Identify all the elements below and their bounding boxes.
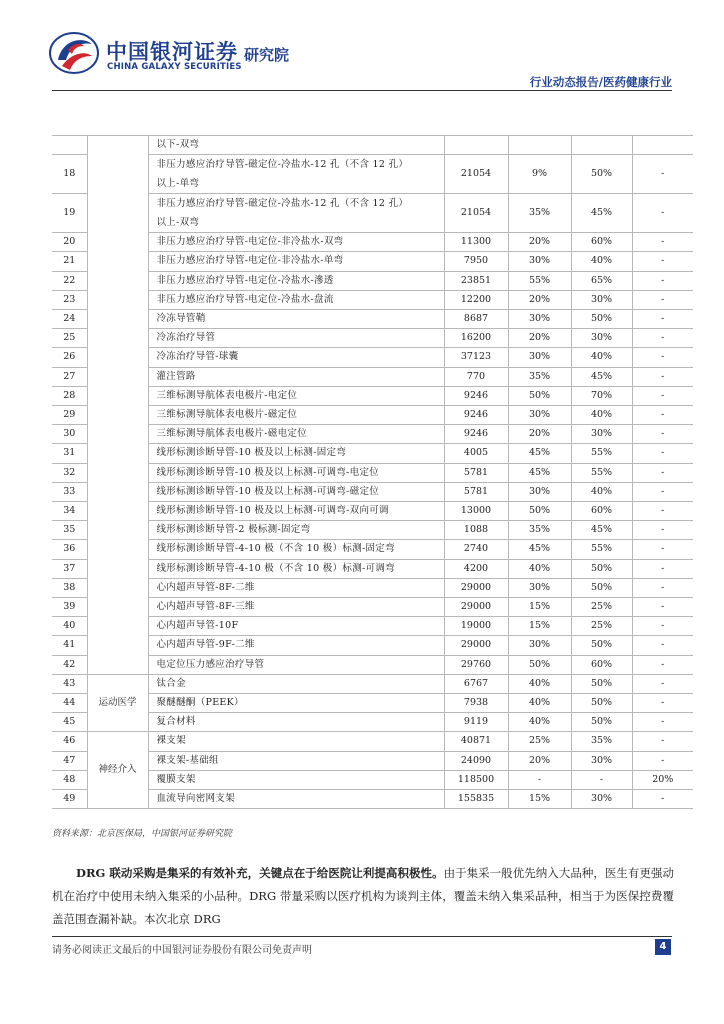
ratio-cell: 45% [508,444,571,463]
row-number-cell: 40 [52,617,87,636]
table-row [52,329,693,348]
item-name-line: 线形标测诊断导管-10 极及以上标测-固定弯 [156,447,347,459]
ratio-cell: 35% [508,367,571,386]
item-name-line: 灌注管路 [156,370,196,382]
ratio-cell: 40% [571,348,632,367]
item-name-line: 非压力感应治疗导管-电定位-非冷盐水-单弯 [156,255,344,267]
ratio-cell: 15% [508,598,571,617]
row-number-cell: 36 [52,540,87,559]
item-name-cell [148,694,444,713]
ratio-cell: 50% [571,559,632,578]
price-cell: 16200 [444,329,508,348]
ratio-cell: - [632,636,693,655]
price-table [52,135,693,809]
price-cell: 770 [444,367,508,386]
table-row [52,694,693,713]
ratio-cell: 70% [571,386,632,405]
item-name-cell [148,636,444,655]
paragraph-lead: DRG 联动采购是集采的有效补充，关键点在于给医院让利提高积极性。 [76,866,444,880]
table-row [52,655,693,674]
table-row [52,290,693,309]
ratio-cell: - [632,271,693,290]
item-name-cell [148,386,444,405]
row-number-cell: 44 [52,694,87,713]
item-name-line: 非压力感应治疗导管-电定位-冷盐水-滲透 [156,274,334,286]
row-number-cell: 23 [52,290,87,309]
price-cell: 29000 [444,636,508,655]
item-name-cell [148,155,444,194]
item-name-cell [148,271,444,290]
value-cell [508,136,571,155]
item-name-cell [148,444,444,463]
row-number-cell: 37 [52,559,87,578]
ratio-cell: - [632,444,693,463]
ratio-cell: - [632,732,693,751]
source-note: 资料来源：北京医保局，中国银河证券研究院 [52,829,233,839]
item-name-line: 线形标测诊断导管-4-10 极（不含 10 极）标测-固定弯 [156,543,395,555]
price-cell: 9246 [444,406,508,425]
ratio-cell: 50% [571,310,632,329]
ratio-cell: 60% [571,502,632,521]
ratio-cell: 30% [508,482,571,501]
ratio-cell: - [571,770,632,789]
ratio-cell: 60% [571,233,632,252]
row-number-cell: 29 [52,406,87,425]
item-name-cell [148,559,444,578]
ratio-cell: 50% [508,655,571,674]
item-name-cell [148,194,444,233]
item-name-line: 以上-单弯 [156,178,200,190]
ratio-cell: 50% [571,694,632,713]
ratio-cell: 15% [508,790,571,809]
ratio-cell: 30% [571,751,632,770]
ratio-cell: 40% [571,252,632,271]
ratio-cell: 35% [508,194,571,233]
price-cell: 5781 [444,463,508,482]
item-name-line: 覆膜支架 [156,773,196,785]
item-name-cell [148,617,444,636]
item-name-line: 非压力感应治疗导管-磁定位-冷盐水-12 孔（不含 12 孔） [156,159,409,171]
item-name-line: 线形标测诊断导管-10 极及以上标测-可调弯-双向可调 [156,505,389,517]
table-row [52,367,693,386]
table-row [52,751,693,770]
ratio-cell: 30% [508,636,571,655]
price-cell: 4005 [444,444,508,463]
item-name-line: 血流导向密网支架 [156,793,235,805]
row-number-cell: 33 [52,482,87,501]
table-row [52,233,693,252]
ratio-cell: 50% [571,578,632,597]
item-name-cell [148,732,444,751]
item-name-line: 心内超声导管-8F-二维 [156,581,255,593]
item-name-line: 心内超声导管-9F-二维 [156,639,255,651]
ratio-cell: - [632,694,693,713]
page-header [0,0,724,92]
ratio-cell: 50% [508,386,571,405]
ratio-cell: 30% [508,348,571,367]
ratio-cell: 25% [508,732,571,751]
item-name-cell [148,502,444,521]
row-number-cell: 18 [52,155,87,194]
ratio-cell: - [632,329,693,348]
ratio-cell: - [632,559,693,578]
row-number-cell: 39 [52,598,87,617]
brand-suffix: 研究院 [244,46,290,64]
row-number-cell: 27 [52,367,87,386]
ratio-cell: 65% [571,271,632,290]
ratio-cell: 55% [571,444,632,463]
price-cell: 1088 [444,521,508,540]
ratio-cell: 15% [508,617,571,636]
ratio-cell: - [632,790,693,809]
ratio-cell: 30% [508,252,571,271]
item-name-cell [148,463,444,482]
ratio-cell: - [632,425,693,444]
table-row [52,790,693,809]
ratio-cell: - [632,617,693,636]
item-name-line: 非压力感应治疗导管-电定位-非冷盐水-双弯 [156,236,344,248]
item-name-cell: 以下-双弯 [148,136,444,155]
row-number-cell: 45 [52,713,87,732]
row-number-cell: 49 [52,790,87,809]
price-cell: 23851 [444,271,508,290]
item-name-line: 线形标测诊断导管-2 极标测-固定弯 [156,524,311,536]
item-name-line: 电定位压力感应治疗导管 [156,658,265,670]
item-name-cell [148,578,444,597]
table-row [52,406,693,425]
item-name-line: 心内超声导管-8F-三维 [156,601,255,613]
ratio-cell: - [632,233,693,252]
ratio-cell: - [632,367,693,386]
row-number-cell: 43 [52,674,87,693]
ratio-cell: 20% [508,290,571,309]
ratio-cell: 40% [508,713,571,732]
row-number-cell: 26 [52,348,87,367]
price-cell: 5781 [444,482,508,501]
price-cell: 21054 [444,155,508,194]
item-name-cell [148,540,444,559]
price-cell: 29000 [444,598,508,617]
ratio-cell: 50% [508,502,571,521]
ratio-cell: 45% [508,540,571,559]
price-cell: 155835 [444,790,508,809]
row-number-cell: 22 [52,271,87,290]
row-number-cell: 24 [52,310,87,329]
ratio-cell: - [632,482,693,501]
price-table-body [52,136,693,809]
item-name-line: 心内超声导管-10F [156,620,239,632]
table-row [52,521,693,540]
ratio-cell: 50% [571,713,632,732]
ratio-cell: - [632,540,693,559]
table-row [52,386,693,405]
brand-name-cn: 中国银河证券 [106,40,238,64]
price-cell: 29760 [444,655,508,674]
footer-divider [52,936,672,937]
ratio-cell: 50% [571,155,632,194]
price-cell: 19000 [444,617,508,636]
table-row [52,155,693,194]
ratio-cell: 20% [508,425,571,444]
price-cell: 2740 [444,540,508,559]
ratio-cell: 55% [508,271,571,290]
row-index-cell [52,136,87,155]
row-number-cell: 30 [52,425,87,444]
ratio-cell: 20% [632,770,693,789]
ratio-cell: 45% [571,194,632,233]
item-name-cell [148,348,444,367]
row-number-cell: 42 [52,655,87,674]
ratio-cell: 30% [508,310,571,329]
price-cell: 29000 [444,578,508,597]
price-cell: 4200 [444,559,508,578]
item-name-cell [148,233,444,252]
category-cell: 运动医学 [87,674,148,732]
table-row [52,617,693,636]
item-name-line: 非压力感应治疗导管-电定位-冷盐水-盘流 [156,293,334,305]
row-number-cell: 28 [52,386,87,405]
row-number-cell: 46 [52,732,87,751]
ratio-cell: 45% [571,367,632,386]
page-number: 4 [655,939,671,955]
body-paragraph [52,862,674,931]
ratio-cell: 25% [571,617,632,636]
ratio-cell: 40% [571,406,632,425]
table-row [52,770,693,789]
ratio-cell: 55% [571,540,632,559]
row-number-cell: 21 [52,252,87,271]
ratio-cell: 25% [571,598,632,617]
row-number-cell: 34 [52,502,87,521]
ratio-cell: 9% [508,155,571,194]
item-name-line: 线形标测诊断导管-10 极及以上标测-可调弯-磁定位 [156,485,380,497]
row-number-cell: 35 [52,521,87,540]
value-cell [444,136,508,155]
table-row [52,482,693,501]
category-cell: 神经介入 [87,732,148,809]
item-name-cell [148,655,444,674]
ratio-cell: - [632,713,693,732]
row-number-cell: 25 [52,329,87,348]
ratio-cell: - [632,598,693,617]
item-name-line: 线形标测诊断导管-10 极及以上标测-可调弯-电定位 [156,466,380,478]
row-number-cell: 32 [52,463,87,482]
price-cell: 9119 [444,713,508,732]
ratio-cell: - [632,674,693,693]
table-row [52,444,693,463]
ratio-cell: - [632,155,693,194]
item-name-line: 以上-双弯 [156,217,200,229]
item-name-line: 三维标测导航体表电极片-电定位 [156,389,298,401]
ratio-cell: - [632,194,693,233]
ratio-cell: - [632,502,693,521]
ratio-cell: 20% [508,233,571,252]
ratio-cell: 35% [508,521,571,540]
ratio-cell: 30% [571,290,632,309]
row-number-cell: 20 [52,233,87,252]
price-cell: 9246 [444,425,508,444]
item-name-cell [148,751,444,770]
item-name-line: 聚醚醚酮（PEEK） [156,697,244,709]
item-name-cell [148,252,444,271]
ratio-cell: - [632,655,693,674]
price-cell: 12200 [444,290,508,309]
table-row [52,425,693,444]
table-row [52,598,693,617]
ratio-cell: - [632,348,693,367]
ratio-cell: 35% [571,732,632,751]
item-name-cell [148,598,444,617]
report-type-label: 行业动态报告/医药健康行业 [529,75,672,89]
price-cell: 21054 [444,194,508,233]
price-cell: 8687 [444,310,508,329]
row-number-cell: 38 [52,578,87,597]
ratio-cell: 30% [571,329,632,348]
category-cell [87,155,148,675]
item-name-line: 三维标测导航体表电极片-磁定位 [156,409,298,421]
ratio-cell: 40% [571,482,632,501]
table-row [52,674,693,693]
ratio-cell: - [632,578,693,597]
item-name-cell [148,310,444,329]
ratio-cell: 55% [571,463,632,482]
item-name-line: 复合材料 [156,716,196,728]
row-number-cell: 31 [52,444,87,463]
brand-name-en: CHINA GALAXY SECURITIES [107,62,242,72]
item-name-cell [148,290,444,309]
ratio-cell: - [632,310,693,329]
value-cell [632,136,693,155]
price-cell: 11300 [444,233,508,252]
ratio-cell: 20% [508,329,571,348]
ratio-cell: - [632,290,693,309]
ratio-cell: 40% [508,674,571,693]
ratio-cell: 45% [508,463,571,482]
row-number-cell: 48 [52,770,87,789]
table-row [52,310,693,329]
price-cell: 13000 [444,502,508,521]
item-name-line: 裸支架 [156,735,186,747]
category-cell [87,136,148,155]
price-cell: 40871 [444,732,508,751]
item-name-line: 冷冻治疗导管 [156,332,216,344]
item-name-cell [148,482,444,501]
ratio-cell: 30% [571,790,632,809]
item-name-cell [148,713,444,732]
ratio-cell: 60% [571,655,632,674]
item-name-line: 冷冻治疗导管-球囊 [156,351,239,363]
item-name-cell [148,790,444,809]
item-name-line: 冷冻导管鞘 [156,313,206,325]
ratio-cell: - [632,386,693,405]
row-number-cell: 41 [52,636,87,655]
ratio-cell: - [632,406,693,425]
item-name-cell [148,367,444,386]
item-name-line: 线形标测诊断导管-4-10 极（不含 10 极）标测-可调弯 [156,562,395,574]
price-cell: 6767 [444,674,508,693]
table-row [52,713,693,732]
item-name-cell [148,770,444,789]
item-name-cell [148,406,444,425]
row-number-cell: 19 [52,194,87,233]
value-cell [571,136,632,155]
item-name-cell [148,521,444,540]
ratio-cell: - [632,463,693,482]
price-cell: 37123 [444,348,508,367]
paragraph-text: 由于集采一般优先纳入大品种，医生有更强动机在治疗中使用未纳入集采的小品种。DRG 带量采购以医疗机构为谈判主体，覆盖未纳入集采品种，相当于为医保控费覆盖范围查漏补缺。本次北京 DRG [52,866,675,926]
table-row [52,578,693,597]
row-number-cell: 47 [52,751,87,770]
item-name-cell [148,425,444,444]
price-cell: 9246 [444,386,508,405]
ratio-cell: 50% [571,674,632,693]
ratio-cell: - [508,770,571,789]
item-name-cell [148,674,444,693]
header-divider [52,90,672,91]
ratio-cell: 30% [508,406,571,425]
ratio-cell: 20% [508,751,571,770]
price-cell: 118500 [444,770,508,789]
price-table-container [52,135,693,809]
ratio-cell: - [632,751,693,770]
ratio-cell: 30% [508,578,571,597]
table-row [52,271,693,290]
table-row [52,559,693,578]
ratio-cell: 45% [571,521,632,540]
ratio-cell: 50% [571,636,632,655]
table-row [52,252,693,271]
item-name-line: 裸支架-基础组 [156,754,219,766]
price-cell: 7950 [444,252,508,271]
item-name-line: 三维标测导航体表电极片-磁电定位 [156,428,308,440]
item-name-cell [148,329,444,348]
footer-disclaimer: 请务必阅读正文最后的中国银河证券股份有限公司免责声明 [52,945,312,956]
price-cell: 24090 [444,751,508,770]
item-name-line: 非压力感应治疗导管-磁定位-冷盐水-12 孔（不含 12 孔） [156,198,409,210]
table-row [52,463,693,482]
galaxy-logo-icon [48,30,100,76]
table-row [52,636,693,655]
ratio-cell: - [632,252,693,271]
ratio-cell: 40% [508,694,571,713]
table-row [52,732,693,751]
ratio-cell: 30% [571,425,632,444]
item-name-line: 钛合金 [156,677,186,689]
table-row [52,502,693,521]
table-row [52,194,693,233]
ratio-cell: - [632,521,693,540]
table-row [52,540,693,559]
ratio-cell: 40% [508,559,571,578]
table-row [52,136,693,155]
price-cell: 7938 [444,694,508,713]
table-row [52,348,693,367]
